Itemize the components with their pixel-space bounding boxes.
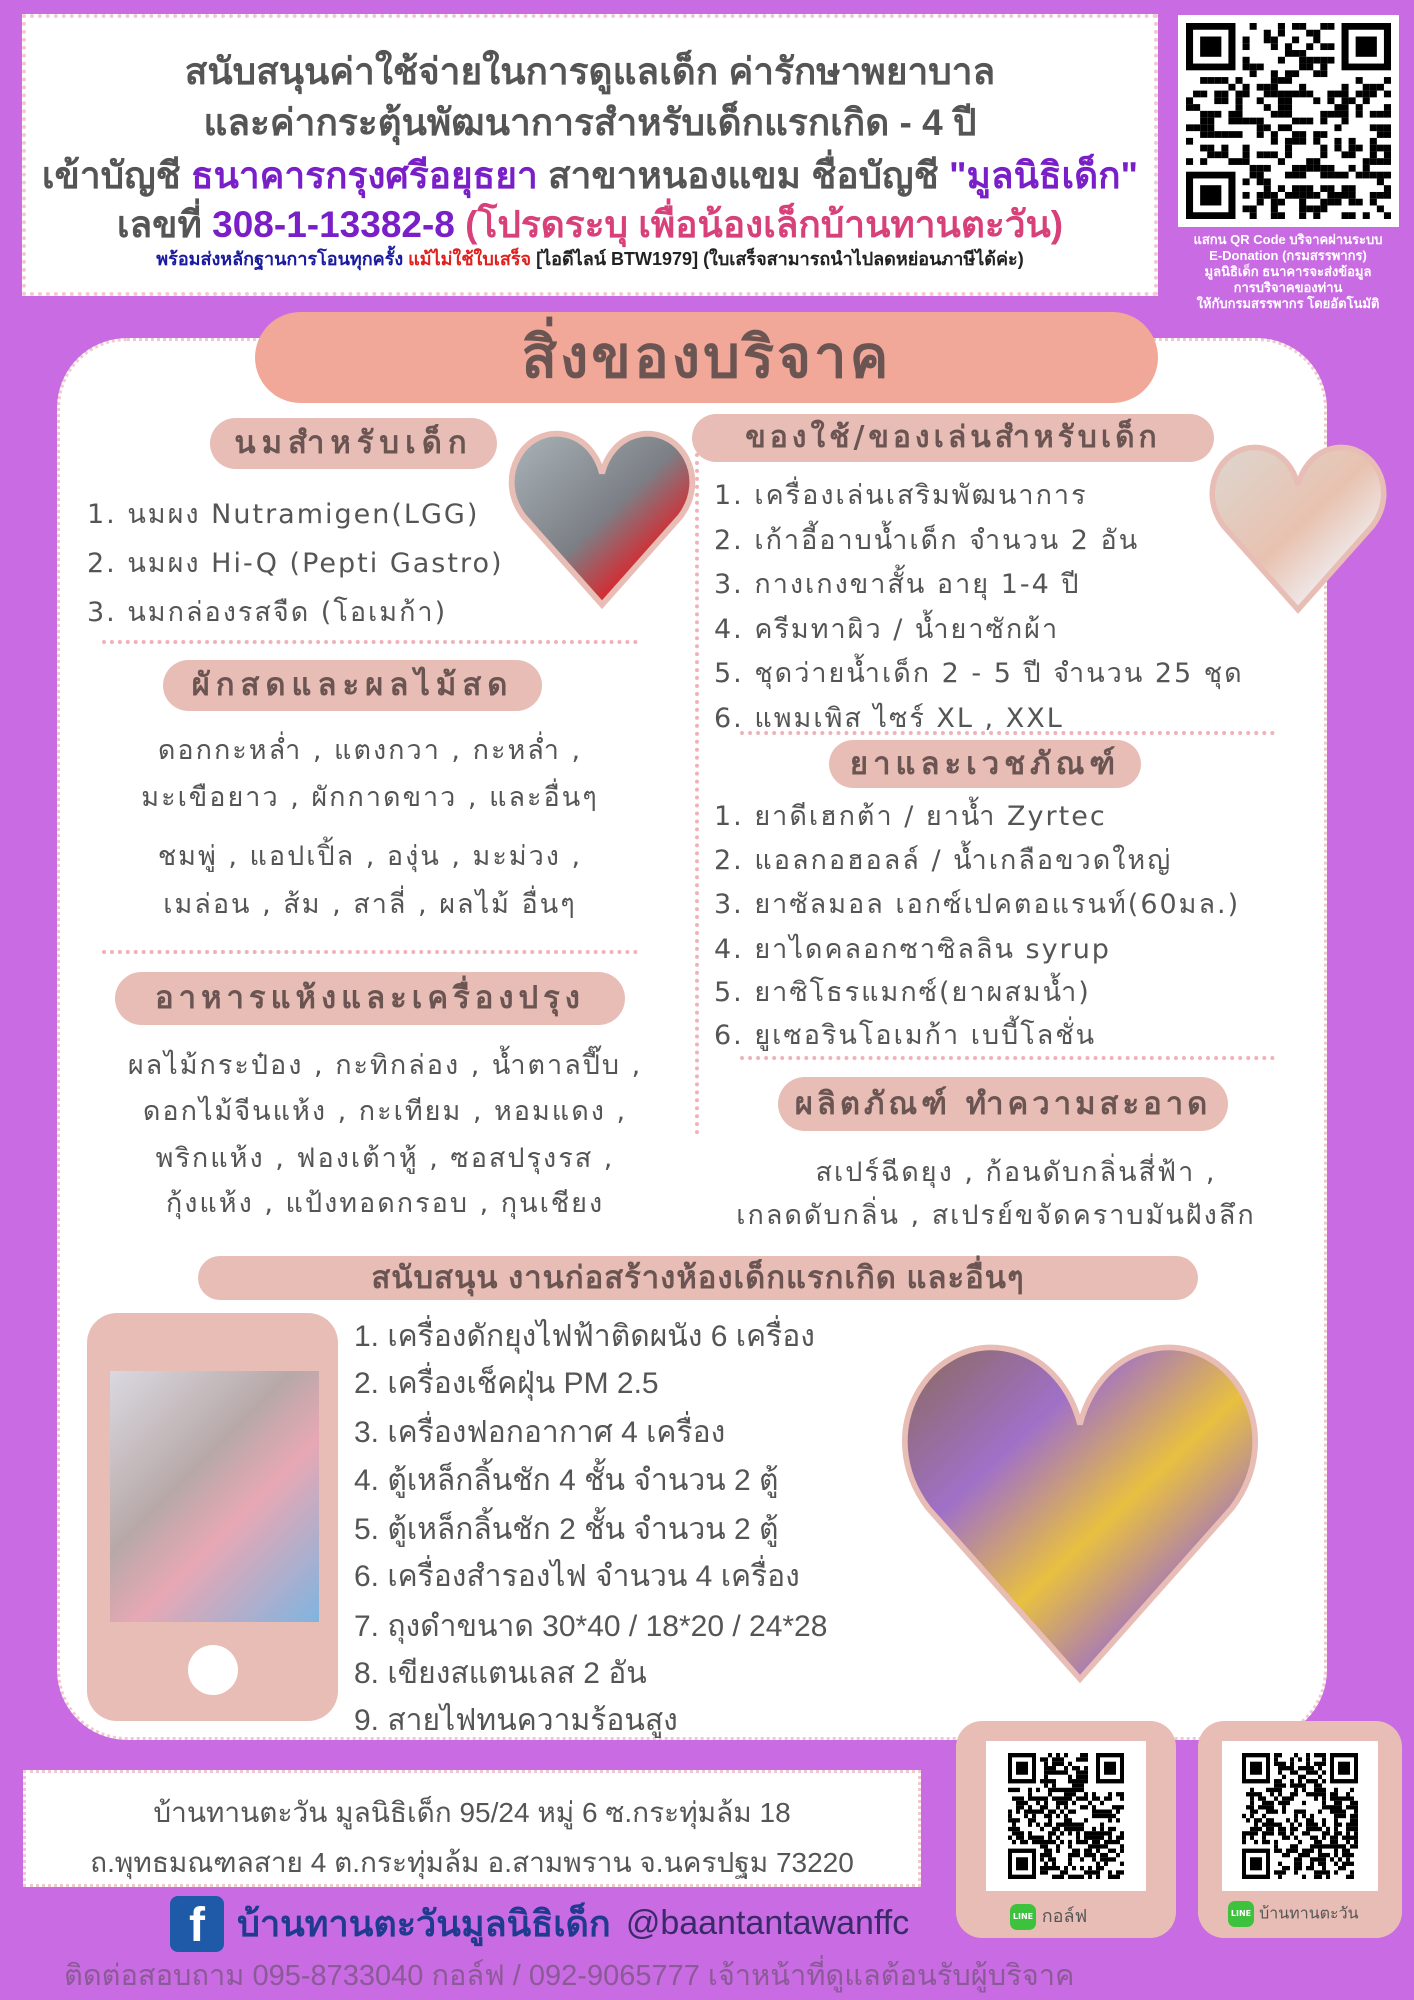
medicine-heading: ยาและเวชภัณฑ์ bbox=[829, 740, 1141, 788]
caption-line: ให้กับกรมสรรพากร โดยอัตโนมัติ bbox=[1196, 296, 1380, 311]
line-icon: LINE bbox=[1010, 1904, 1036, 1930]
building-item: 4. ตู้เหล็กลิ้นชัก 4 ชั้น จำนวน 2 ตู้ bbox=[354, 1464, 779, 1497]
qr-pattern bbox=[1242, 1753, 1358, 1879]
caption-line: E-Donation (กรมสรรพากร) bbox=[1209, 248, 1367, 263]
dry-food-line: ผลไม้กระป๋อง , กะทิกล่อง , น้ำตาลปี๊บ , bbox=[127, 1050, 643, 1081]
milk-item: 1. นมผง Nutramigen(LGG) bbox=[87, 499, 480, 530]
proof-note: พร้อมส่งหลักฐานการโอนทุกครั้ง bbox=[156, 249, 404, 269]
phone-frame bbox=[87, 1313, 338, 1721]
toys-item: 4. ครีมทาผิว / น้ำยาซักผ้า bbox=[714, 614, 1060, 645]
medicine-item: 4. ยาไดคลอกซาซิลลิน syrup bbox=[714, 934, 1111, 965]
building-item: 6. เครื่องสำรองไฟ จำนวน 4 เครื่อง bbox=[354, 1560, 800, 1593]
facebook-icon: f bbox=[170, 1896, 224, 1952]
building-item: 7. ถุงดำขนาด 30*40 / 18*20 / 24*28 bbox=[354, 1610, 828, 1643]
qr-pattern bbox=[1186, 23, 1391, 219]
dry-food-line: กุ้งแห้ง , แป้งทอดกรอบ , กุนเชียง bbox=[165, 1188, 605, 1219]
heart-photo-triplets bbox=[504, 414, 700, 619]
cleaning-line: สเปร์ฉีดยุง , ก้อนดับกลิ่นสี่ฟ้า , bbox=[815, 1157, 1217, 1188]
line-contact bbox=[1228, 1901, 1359, 1927]
building-item: 8. เขียงสแตนเลส 2 อัน bbox=[354, 1657, 647, 1690]
toys-item: 5. ชุดว่ายน้ำเด็ก 2 - 5 ปี จำนวน 25 ชุด bbox=[714, 658, 1244, 689]
bank-name: ธนาคารกรุงศรีอยุธยา bbox=[191, 155, 538, 196]
line-label: บ้านทานตะวัน bbox=[1259, 1903, 1359, 1923]
header-line-2: และค่ากระตุ้นพัฒนาการสำหรับเด็กแรกเกิด - 4 ปี bbox=[203, 102, 977, 143]
facebook-handle: @baantantawanffc bbox=[625, 1904, 910, 1942]
milk-heading: นมสำหรับเด็ก bbox=[210, 418, 497, 469]
photo-child-eating bbox=[110, 1371, 319, 1622]
toys-item: 6. แพมเพิส ไซร์ XL , XXL bbox=[714, 703, 1064, 734]
receipt-note: แม้ไม่ใช้ใบเสร็จ bbox=[403, 249, 532, 269]
dry-food-line: พริกแห้ง , ฟองเต้าหู้ , ซอสปรุงรส , bbox=[155, 1143, 615, 1174]
milk-item: 2. นมผง Hi-Q (Pepti Gastro) bbox=[87, 548, 504, 579]
line-id-note: [ไอดีไลน์ BTW1979] (ใบเสร็จสามารถนำไปลดหย่อนภาษีได้ค่ะ) bbox=[531, 249, 1024, 269]
qr-caption bbox=[1170, 232, 1406, 312]
produce-line: ดอกกะหล่ำ , แตงกวา , กะหล่ำ , bbox=[157, 735, 583, 766]
cleaning-line: เกลดดับกลิ่น , สเปรย์ขจัดคราบมันฝังลึก bbox=[736, 1200, 1256, 1231]
column-divider bbox=[695, 453, 699, 1135]
line-label: กอล์ฟ bbox=[1041, 1906, 1088, 1927]
facebook-name: บ้านทานตะวันมูลนิธิเด็ก bbox=[237, 1903, 611, 1944]
divider bbox=[102, 640, 638, 644]
caption-line: แสกน QR Code บริจาคผ่านระบบ bbox=[1193, 232, 1383, 247]
medicine-item: 2. แอลกอฮอลล์ / น้ำเกลือขวดใหญ่ bbox=[714, 845, 1173, 876]
building-heading: สนับสนุน งานก่อสร้างห้องเด็กแรกเกิด และอื่นๆ bbox=[198, 1256, 1198, 1300]
cleaning-heading: ผลิตภัณฑ์ ทำความสะอาด bbox=[778, 1077, 1228, 1131]
building-item: 5. ตู้เหล็กลิ้นชัก 2 ชั้น จำนวน 2 ตู้ bbox=[354, 1513, 779, 1546]
header-note-line bbox=[26, 244, 1154, 273]
account-note: (โปรดระบุ เพื่อน้องเล็กบ้านทานตะวัน) bbox=[454, 204, 1064, 245]
line-qr-baantantawan[interactable] bbox=[1198, 1721, 1402, 1938]
divider bbox=[740, 731, 1275, 735]
toys-item: 3. กางเกงขาสั้น อายุ 1-4 ปี bbox=[714, 569, 1081, 600]
facebook-page[interactable] bbox=[170, 1895, 909, 1952]
edonation-qr-code[interactable] bbox=[1178, 15, 1399, 227]
milk-item: 3. นมกล่องรสจืด (โอเมก้า) bbox=[87, 597, 448, 628]
caption-line: การบริจาคของท่าน bbox=[1233, 280, 1343, 295]
produce-heading: ผักสดและผลไม้สด bbox=[163, 660, 542, 711]
heart-photo-children bbox=[890, 1307, 1270, 1709]
medicine-item: 5. ยาซิโธรแมกซ์(ยาผสมน้ำ) bbox=[714, 977, 1091, 1008]
phone-home-button bbox=[188, 1645, 238, 1695]
divider bbox=[102, 950, 638, 954]
qr-pattern bbox=[1008, 1753, 1124, 1879]
medicine-item: 1. ยาดีเฮกต้า / ยาน้ำ Zyrtec bbox=[714, 801, 1107, 832]
medicine-item: 6. ยูเซอรินโอเมก้า เบบี้โลชั่น bbox=[714, 1020, 1097, 1051]
medicine-item: 3. ยาซัลมอล เอกซ์เปคตอแรนท์(60มล.) bbox=[714, 889, 1241, 920]
dry-food-heading: อาหารแห้งและเครื่องปรุง bbox=[115, 972, 625, 1025]
page-title: สิ่งของบริจาค bbox=[255, 312, 1158, 403]
line-qr-golf[interactable] bbox=[956, 1721, 1176, 1938]
toys-heading: ของใช้/ของเล่นสำหรับเด็ก bbox=[692, 414, 1214, 462]
header-line-1: สนับสนุนค่าใช้จ่ายในการดูแลเด็ก ค่ารักษาพยาบาล bbox=[184, 51, 996, 92]
text: สาขาหนองแขม ชื่อบัญชี bbox=[537, 155, 949, 196]
contact-info: ติดต่อสอบถาม 095-8733040 กอล์ฟ / 092-9065777 เจ้าหน้าที่ดูแลต้อนรับผู้บริจาค bbox=[64, 1960, 1075, 1992]
text: เลขที่ bbox=[116, 204, 213, 245]
building-item: 3. เครื่องฟอกอากาศ 4 เครื่อง bbox=[354, 1416, 726, 1449]
divider bbox=[740, 1056, 1275, 1060]
heart-photo-baby bbox=[1205, 421, 1391, 631]
building-item: 9. สายไฟทนความร้อนสูง bbox=[354, 1704, 678, 1737]
toys-item: 2. เก้าอี้อาบน้ำเด็ก จำนวน 2 อัน bbox=[714, 525, 1140, 556]
qr-frame bbox=[1222, 1741, 1378, 1891]
produce-line: เมล่อน , ส้ม , สาลี่ , ผลไม้ อื่นๆ bbox=[163, 889, 577, 920]
account-name: "มูลนิธิเด็ก" bbox=[948, 155, 1139, 196]
qr-frame bbox=[986, 1741, 1146, 1891]
text: เข้าบัญชี bbox=[41, 155, 192, 196]
produce-line: ชมพู่ , แอปเปิ้ล , องุ่น , มะม่วง , bbox=[157, 841, 583, 872]
donation-header bbox=[22, 14, 1158, 296]
account-number: 308-1-13382-8 bbox=[212, 204, 455, 245]
building-item: 1. เครื่องดักยุงไฟฟ้าติดผนัง 6 เครื่อง bbox=[354, 1320, 815, 1353]
building-item: 2. เครื่องเช็คฝุ่น PM 2.5 bbox=[354, 1367, 659, 1400]
line-icon: LINE bbox=[1228, 1901, 1254, 1927]
produce-line: มะเขือยาว , ผักกาดขาว , และอื่นๆ bbox=[141, 782, 599, 813]
address-line: ถ.พุทธมณฑลสาย 4 ต.กระทุ่มล้ม อ.สามพราน จ.นครปฐม 73220 bbox=[90, 1847, 854, 1878]
caption-line: มูลนิธิเด็ก ธนาคารจะส่งข้อมูล bbox=[1204, 264, 1372, 279]
toys-item: 1. เครื่องเล่นเสริมพัฒนาการ bbox=[714, 480, 1088, 511]
address-box bbox=[23, 1770, 921, 1887]
address-line: บ้านทานตะวัน มูลนิธิเด็ก 95/24 หมู่ 6 ซ.กระทุ่มล้ม 18 bbox=[153, 1797, 791, 1828]
line-contact bbox=[1010, 1901, 1087, 1930]
dry-food-line: ดอกไม้จีนแห้ง , กะเทียม , หอมแดง , bbox=[142, 1096, 628, 1127]
